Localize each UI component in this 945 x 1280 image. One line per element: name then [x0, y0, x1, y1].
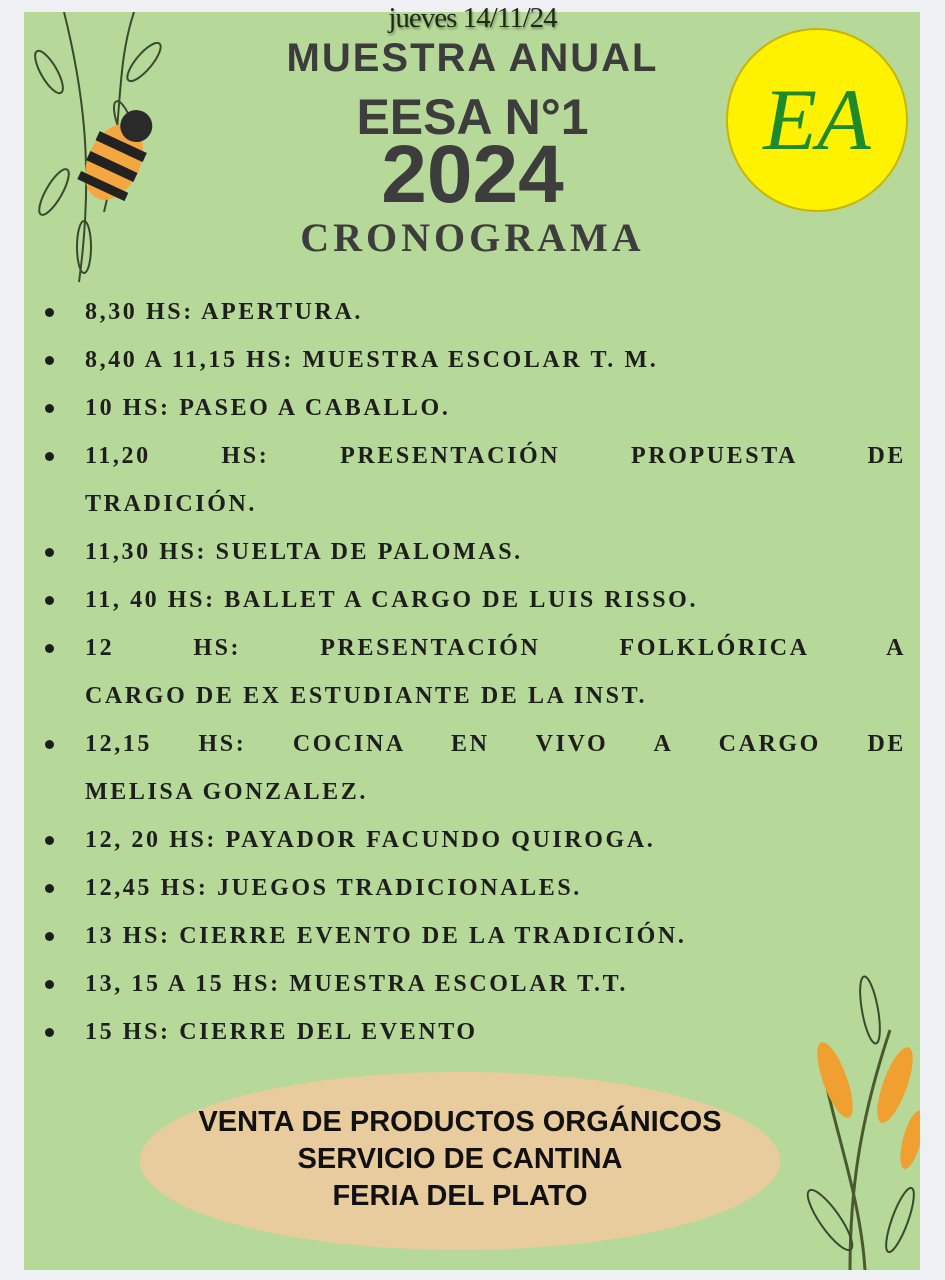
schedule-item-text: 12,15 HS: COCINA EN VIVO A CARGO DE: [85, 731, 906, 757]
schedule-item: [40, 912, 906, 960]
schedule-item-text: 12 HS: PRESENTACIÓN FOLKLÓRICA A: [85, 635, 906, 661]
schedule-item: [40, 624, 906, 720]
service-item: VENTA DE PRODUCTOS ORGÁNICOS: [198, 1106, 722, 1138]
schedule-item-text: 12, 20 HS: PAYADOR FACUNDO QUIROGA.: [85, 827, 656, 853]
schedule-item: [40, 960, 906, 1008]
schedule-item-text: CARGO DE EX ESTUDIANTE DE LA INST.: [85, 683, 648, 709]
event-date: jueves 14/11/24: [388, 2, 557, 34]
schedule-item-text: 11,30 HS: SUELTA DE PALOMAS.: [85, 539, 523, 565]
schedule-item: [40, 432, 906, 528]
schedule-item: [40, 528, 906, 576]
schedule-item: [40, 384, 906, 432]
subtitle-cronograma: CRONOGRAMA: [300, 215, 645, 260]
schedule-item: [40, 336, 906, 384]
schedule-item-text: 8,40 A 11,15 HS: MUESTRA ESCOLAR T. M.: [85, 347, 659, 373]
schedule-item-text: 13 HS: CIERRE EVENTO DE LA TRADICIÓN.: [85, 923, 687, 949]
service-item: SERVICIO DE CANTINA: [297, 1143, 623, 1175]
schedule-item: [40, 720, 906, 816]
services-box: [140, 1072, 780, 1250]
service-item: FERIA DEL PLATO: [332, 1180, 588, 1212]
schedule-item-text: 8,30 HS: APERTURA.: [85, 299, 363, 325]
schedule-item-text: 12,45 HS: JUEGOS TRADICIONALES.: [85, 875, 582, 901]
schedule-item-text: 15 HS: CIERRE DEL EVENTO: [85, 1019, 478, 1045]
schedule-item-text: TRADICIÓN.: [85, 491, 258, 517]
schedule-item-text: 10 HS: PASEO A CABALLO.: [85, 395, 451, 421]
title-year: 2024: [381, 129, 564, 220]
title-school: EESA N°1: [356, 89, 589, 145]
title-muestra-anual: MUESTRA ANUAL: [286, 36, 659, 80]
schedule-item: [40, 576, 906, 624]
schedule-item-text: MELISA GONZALEZ.: [85, 779, 368, 805]
schedule-item: [40, 288, 906, 336]
schedule-item-text: 13, 15 A 15 HS: MUESTRA ESCOLAR T.T.: [85, 971, 629, 997]
schedule-item-text: 11,20 HS: PRESENTACIÓN PROPUESTA DE: [85, 443, 906, 469]
schedule-list: [40, 288, 906, 1056]
schedule-item-text: 11, 40 HS: BALLET A CARGO DE LUIS RISSO.: [85, 587, 699, 613]
schedule-item: [40, 816, 906, 864]
schedule-item: [40, 1008, 906, 1056]
schedule-item: [40, 864, 906, 912]
school-logo: [726, 28, 908, 212]
logo-monogram: EA: [763, 71, 871, 169]
